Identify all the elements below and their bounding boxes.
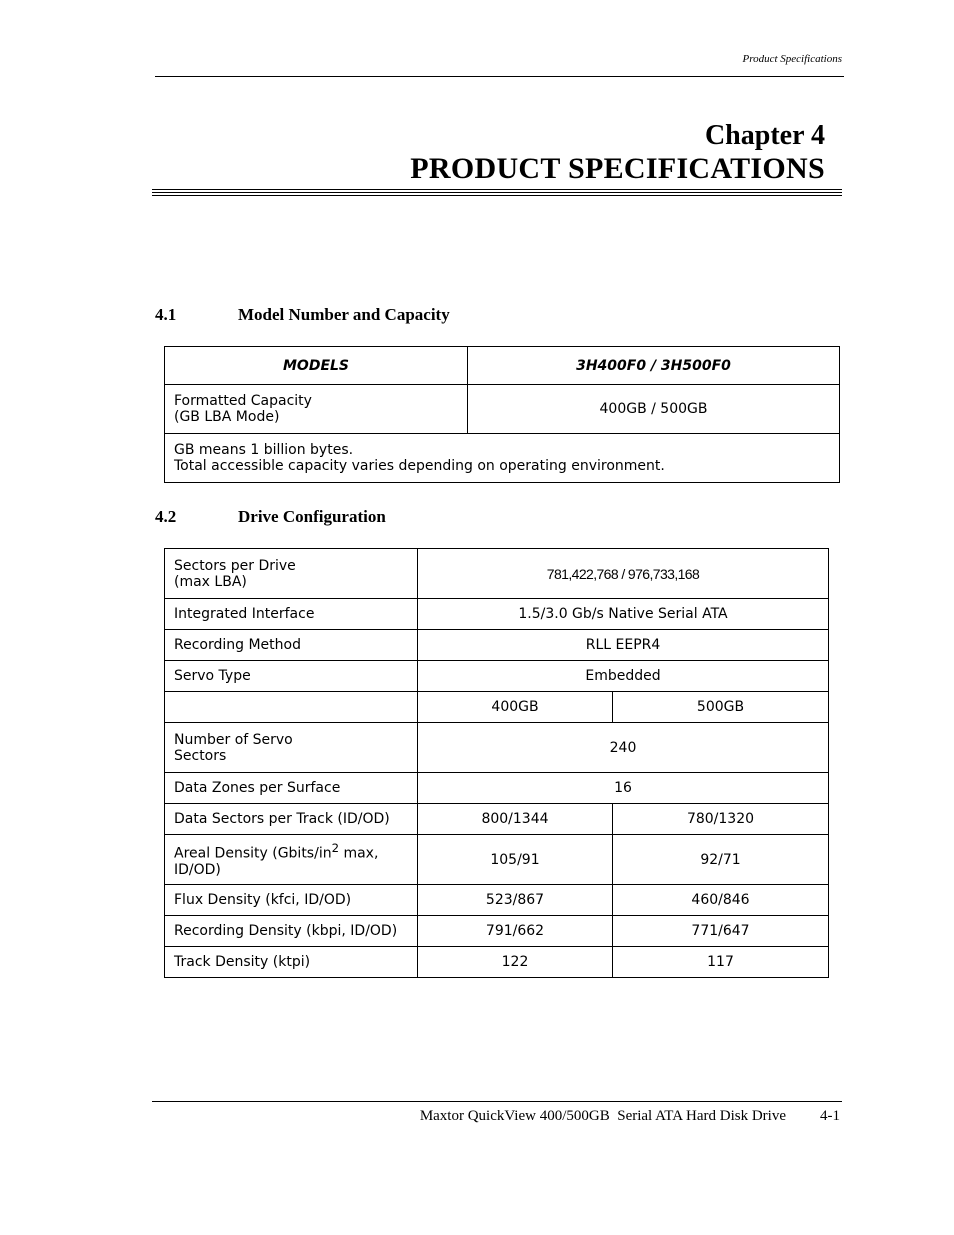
section-title: Drive Configuration [238,507,386,526]
table-cell: Recording Density (kbpi, ID/OD) [165,916,418,947]
table-cell: 800/1344 [418,804,613,835]
running-header: Product Specifications [742,53,842,65]
page-number: 4-1 [820,1108,840,1124]
table-cell: 117 [613,947,829,978]
table-cell: 791/662 [418,916,613,947]
section-heading-4-2 [155,507,386,527]
table-cell: Servo Type [165,661,418,692]
table-row [165,599,829,630]
table-cell: 1.5/3.0 Gb/s Native Serial ATA [418,599,829,630]
configuration-table [164,548,829,978]
table-note: GB means 1 billion bytes. Total accessible capacity varies depending on operating environment. [165,434,840,483]
chapter-rule [152,189,842,198]
chapter-title: PRODUCT SPECIFICATIONS [410,151,825,185]
table-row [165,692,829,723]
section-title: Model Number and Capacity [238,305,450,324]
table-cell [165,692,418,723]
table-cell: 781,422,768 / 976,733,168 [418,549,829,599]
table-cell: Embedded [418,661,829,692]
page-footer [420,1108,840,1125]
table-cell: 780/1320 [613,804,829,835]
table-cell: 400GB [418,692,613,723]
table-cell: Flux Density (kfci, ID/OD) [165,885,418,916]
section-number: 4.2 [155,507,177,526]
table-cell: Data Sectors per Track (ID/OD) [165,804,418,835]
table-cell: Sectors per Drive (max LBA) [165,549,418,599]
table-header-cell: 3H400F0 / 3H500F0 [468,347,840,385]
table-row [165,661,829,692]
table-row [165,947,829,978]
table-cell: 105/91 [418,835,613,885]
footer-rule [152,1101,842,1102]
table-row [165,723,829,773]
table-cell: 771/647 [613,916,829,947]
table-cell: RLL EEPR4 [418,630,829,661]
table-cell: Recording Method [165,630,418,661]
table-cell: 460/846 [613,885,829,916]
table-cell: 400GB / 500GB [468,385,840,434]
table-cell: 240 [418,723,829,773]
chapter-heading [410,121,825,185]
table-cell: 92/71 [613,835,829,885]
table-cell: Areal Density ($Gbits/in^2$ max, ID/OD) [165,835,418,885]
section-heading-4-1 [155,305,450,325]
footer-doc-title: Maxtor QuickView 400/500GB Serial ATA Hard Disk Drive [419,1108,786,1124]
table-cell: Formatted Capacity (GB LBA Mode) [165,385,468,434]
table-cell: Track Density (ktpi) [165,947,418,978]
table-header-cell: MODELS [165,347,468,385]
table-row [165,835,829,885]
capacity-table [164,346,840,483]
table-cell: 500GB [613,692,829,723]
table-cell: 523/867 [418,885,613,916]
chapter-label: Chapter 4 [704,120,825,151]
table-cell: 122 [418,947,613,978]
table-cell: Data Zones per Surface [165,773,418,804]
table-row [165,885,829,916]
header-rule [155,76,844,77]
table-row [165,549,829,599]
table-row [165,773,829,804]
section-number: 4.1 [155,305,177,324]
table-cell: Integrated Interface [165,599,418,630]
table-cell: 16 [418,773,829,804]
table-cell: Number of Servo Sectors [165,723,418,773]
table-row [165,916,829,947]
table-row [165,630,829,661]
table-row [165,804,829,835]
